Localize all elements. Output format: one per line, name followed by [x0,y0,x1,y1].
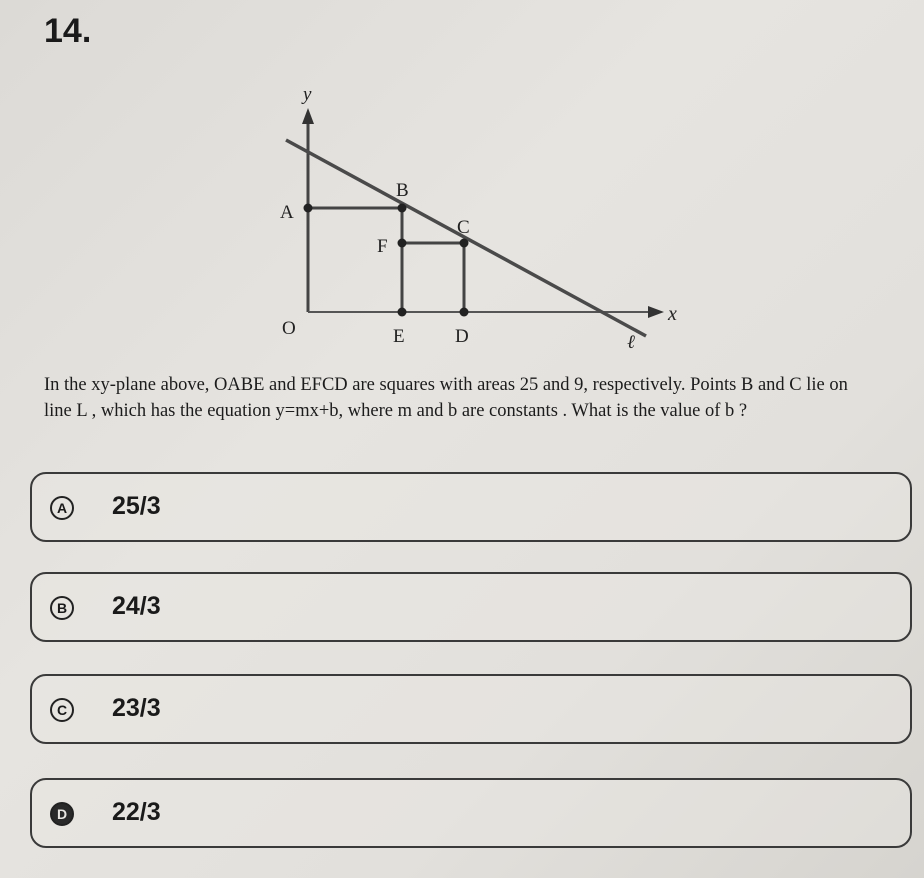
choice-b-letter-icon: B [50,596,74,620]
prompt-line-1: In the xy-plane above, OABE and EFCD are squares with areas 25 and 9, respectively. Points B and C lie on [44,375,848,395]
choice-d-letter-icon: D [50,802,74,826]
coordinate-diagram [0,0,924,370]
choice-d[interactable] [30,778,912,848]
choice-b-value: 24/3 [112,592,161,620]
point-b [398,204,407,213]
choice-b[interactable] [30,572,912,642]
point-f [398,239,407,248]
choice-c-value: 23/3 [112,694,161,722]
label-a: A [280,202,294,223]
choice-a-letter-icon: A [50,496,74,520]
label-b: B [396,180,409,201]
question-number: 14. [44,12,92,50]
x-axis-arrowhead [648,306,664,318]
label-o: O [282,318,296,339]
point-c [460,239,469,248]
x-axis-label: x [668,303,677,325]
choice-a[interactable] [30,472,912,542]
line-l [286,140,646,336]
choice-c[interactable] [30,674,912,744]
choice-d-value: 22/3 [112,798,161,826]
line-l-label: ℓ [627,332,635,353]
point-d [460,308,469,317]
choice-c-letter-icon: C [50,698,74,722]
point-e [398,308,407,317]
label-e: E [393,326,405,347]
point-a [304,204,313,213]
y-axis-label: y [303,84,312,105]
label-f: F [377,236,388,257]
label-d: D [455,326,469,347]
choice-a-value: 25/3 [112,492,161,520]
y-axis-arrowhead [302,108,314,124]
question-prompt [44,372,906,424]
prompt-line-2: line L , which has the equation y=mx+b, where m and b are constants . What is the value of b ? [44,401,748,421]
label-c: C [457,217,470,238]
